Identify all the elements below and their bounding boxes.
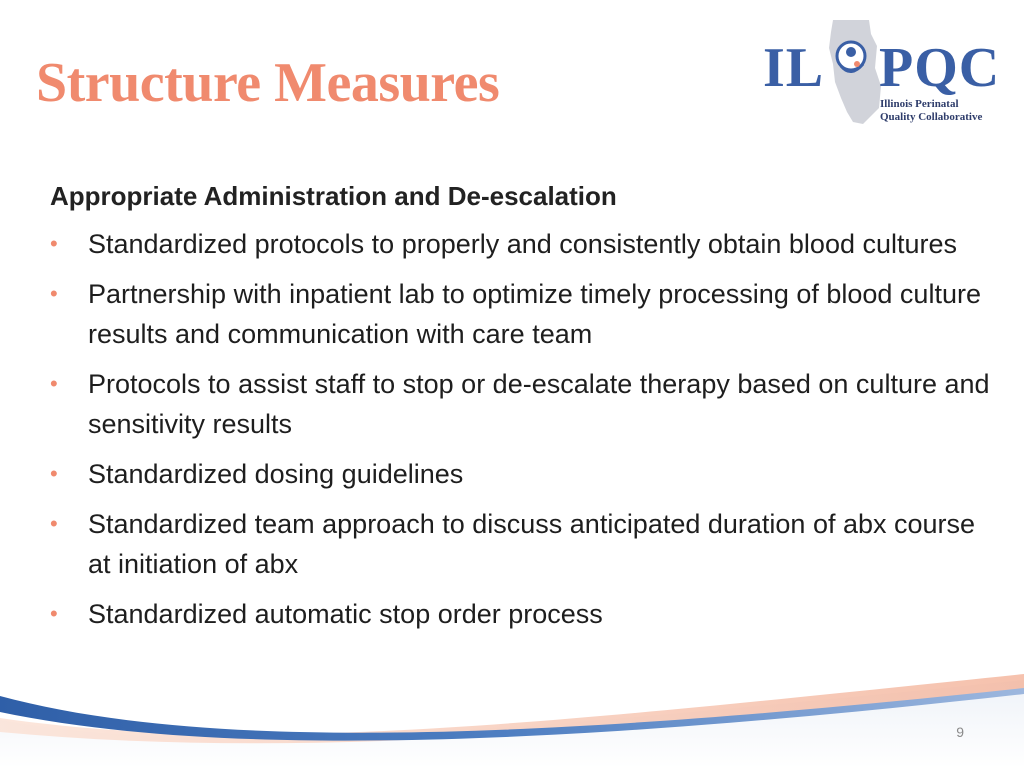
bullet-text: Standardized dosing guidelines [88,459,464,489]
logo-text-pqc: PQC [879,37,1001,99]
bullet-dot-icon: • [50,461,58,486]
bullet-dot-icon: • [50,281,58,306]
bullet-list [50,224,990,634]
bullet-item [50,274,990,354]
bullet-dot-icon: • [50,371,58,396]
page-number: 9 [956,724,964,740]
bullet-item [50,454,990,494]
logo-subtitle [880,98,982,124]
decorative-wave [0,660,1024,768]
logo-subtitle-line2: Quality Collaborative [880,111,983,123]
bullet-item [50,224,990,264]
section-subheading: Appropriate Administration and De-escalation [50,181,617,211]
logo-subtitle-line1: Illinois Perinatal [880,98,959,110]
bullet-text: Standardized team approach to discuss anticipated duration of abx course at initiation of abx [88,509,976,579]
bullet-item [50,364,990,444]
bullet-dot-icon: • [50,601,58,626]
ilpqc-logo [755,16,1005,128]
logo-text-il: IL [763,37,825,99]
bullet-text: Partnership with inpatient lab to optimize timely processing of blood culture results and communication with care team [88,279,981,349]
bullet-text: Standardized protocols to properly and consistently obtain blood cultures [88,229,958,259]
slide-content [50,176,990,644]
bullet-dot-icon: • [50,231,58,256]
bullet-item [50,594,990,634]
bullet-item [50,504,990,584]
slide-title: Structure Measures [36,52,500,114]
bullet-text: Standardized automatic stop order process [88,599,603,629]
bullet-text: Protocols to assist staff to stop or de-escalate therapy based on culture and sensitivity results [88,369,990,439]
bullet-dot-icon: • [50,511,58,536]
